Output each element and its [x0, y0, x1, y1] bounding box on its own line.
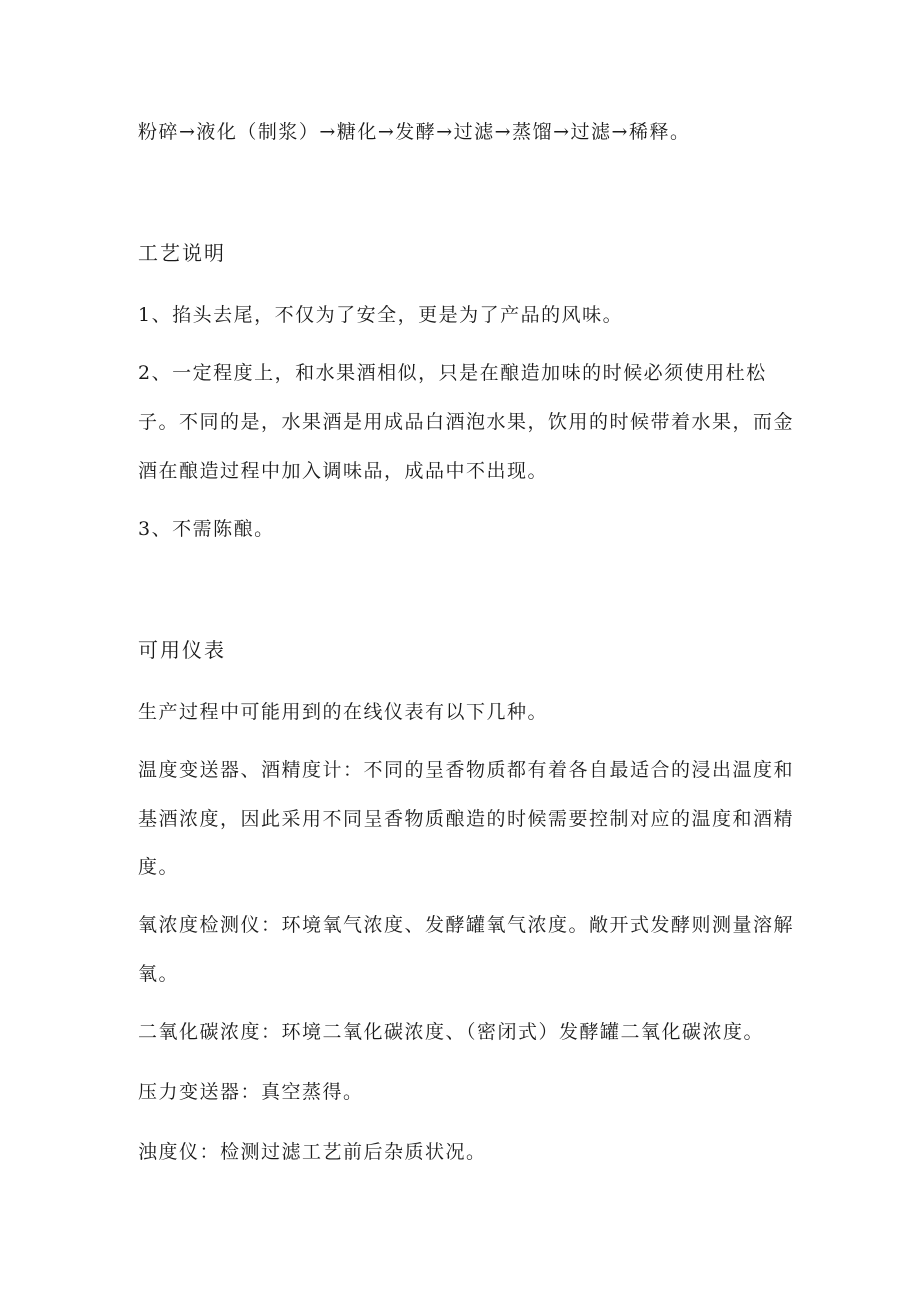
process-item-3: 3、不需陈酿。 — [138, 518, 275, 540]
temperature-instrument-line-2: 基酒浓度，因此采用不同呈香物质酿造的时候需要控制对应的温度和酒精 — [138, 808, 795, 830]
turbidity-instrument: 浊度仪：检测过滤工艺前后杂质状况。 — [138, 1141, 487, 1163]
process-item-2-line-1: 2、一定程度上，和水果酒相似，只是在酿造加味的时候必须使用杜松 — [138, 362, 767, 384]
oxygen-instrument-line-1: 氧浓度检测仪：环境氧气浓度、发酵罐氧气浓度。敞开式发酵则测量溶解 — [138, 914, 795, 936]
pressure-instrument: 压力变送器：真空蒸得。 — [138, 1081, 364, 1103]
section-heading-process: 工艺说明 — [138, 241, 226, 265]
process-flow: 粉碎→液化（制浆）→糖化→发酵→过滤→蒸馏→过滤→稀释。 — [138, 121, 691, 143]
instruments-intro: 生产过程中可能用到的在线仪表有以下几种。 — [138, 701, 549, 723]
process-item-2-line-2: 子。不同的是，水果酒是用成品白酒泡水果，饮用的时候带着水果，而金 — [138, 411, 795, 433]
oxygen-instrument-line-2: 氧。 — [138, 963, 180, 985]
process-item-1: 1、掐头去尾，不仅为了安全，更是为了产品的风味。 — [138, 304, 624, 326]
temperature-instrument-line-1: 温度变送器、酒精度计：不同的呈香物质都有着各自最适合的浸出温度和 — [138, 759, 795, 781]
co2-instrument: 二氧化碳浓度：环境二氧化碳浓度、（密闭式）发酵罐二氧化碳浓度。 — [138, 1021, 765, 1043]
section-heading-instruments: 可用仪表 — [138, 638, 226, 662]
process-item-2-line-3: 酒在酿造过程中加入调味品，成品中不出现。 — [138, 460, 549, 482]
temperature-instrument-line-3: 度。 — [138, 856, 180, 878]
